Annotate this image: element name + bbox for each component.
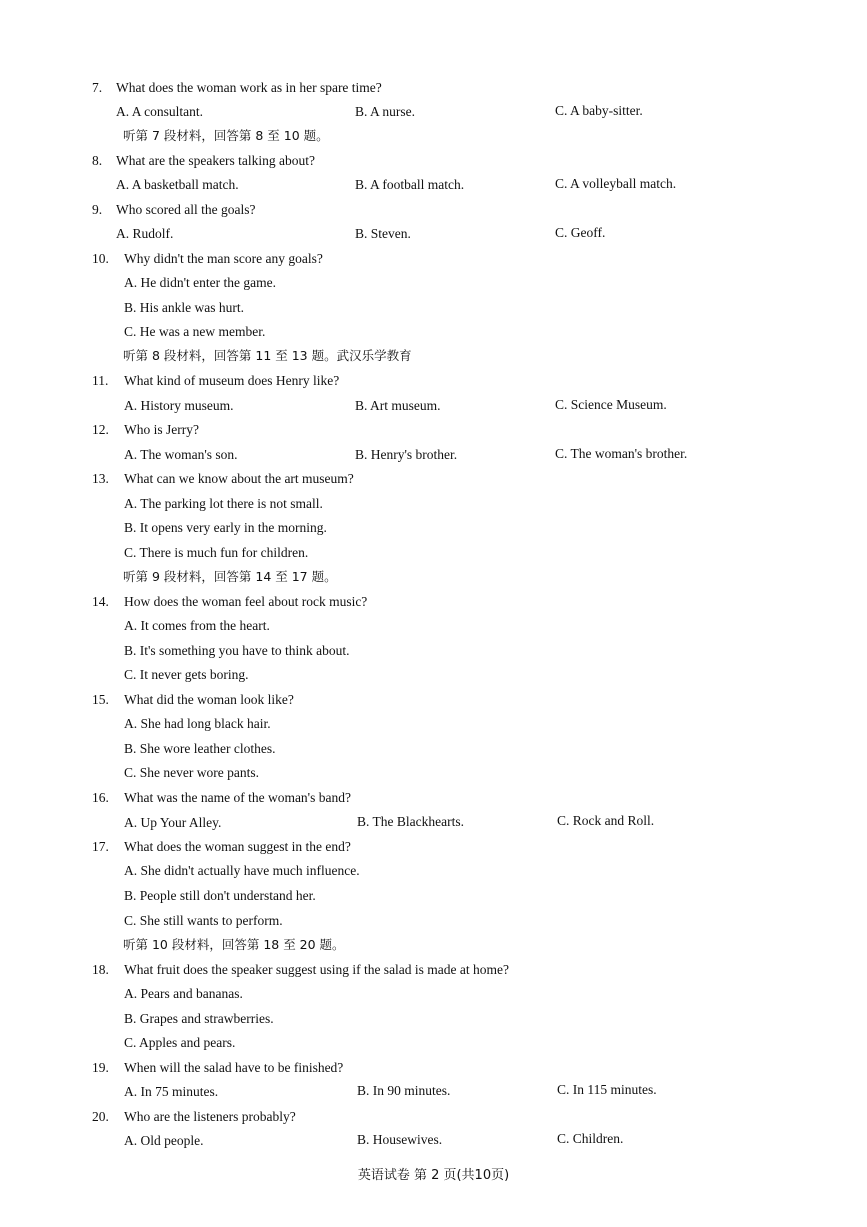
option-a: A. She didn't actually have much influence. [124,863,360,878]
section-instruction: 听第 8 段材料，回答第 11 至 13 题。武汉乐学教育 [123,348,412,363]
option-a: A. A consultant. [116,104,203,119]
option-c: C. There is much fun for children. [124,545,309,560]
option-c: C. In 115 minutes. [557,1082,657,1097]
question-number: 10. [92,251,109,266]
page-footer: 英语试卷 第 2 页(共10页) [357,1168,510,1183]
option-a: A. In 75 minutes. [124,1084,219,1099]
question-number: 7. [92,80,103,95]
question-number: 14. [92,594,109,609]
option-b: B. A nurse. [355,104,416,119]
question-stem: What are the speakers talking about? [116,153,316,168]
option-a: A. Up Your Alley. [124,815,222,830]
section-instruction: 听第 10 段材料，回答第 18 至 20 题。 [123,937,345,952]
question-number: 15. [92,692,109,707]
option-c: C. Science Museum. [555,397,667,412]
option-b: B. In 90 minutes. [357,1083,451,1098]
question-number: 12. [92,422,109,437]
option-a: A. He didn't enter the game. [124,275,277,290]
question-stem: What did the woman look like? [124,692,294,707]
option-c: C. He was a new member. [124,324,266,339]
option-b: B. Steven. [355,226,411,241]
question-number: 8. [92,153,103,168]
option-a: A. The parking lot there is not small. [124,496,323,511]
question-stem: Who is Jerry? [124,422,199,437]
option-a: A. The woman's son. [124,447,238,462]
option-c: C. A baby-sitter. [555,103,643,118]
option-c: C. Rock and Roll. [557,813,655,828]
option-b: B. Housewives. [357,1132,443,1147]
option-c: C. The woman's brother. [555,446,688,461]
option-b: B. A football match. [355,177,465,192]
question-number: 19. [92,1060,109,1075]
question-stem: What kind of museum does Henry like? [124,373,340,388]
option-c: C. Apples and pears. [124,1035,236,1050]
question-stem: What does the woman suggest in the end? [124,839,351,854]
option-c: C. It never gets boring. [124,667,249,682]
option-c: C. A volleyball match. [555,176,677,191]
option-c: C. Geoff. [555,225,606,240]
option-b: B. It opens very early in the morning. [124,520,327,535]
question-number: 11. [92,373,109,388]
question-stem: What was the name of the woman's band? [124,790,351,805]
option-a: A. Pears and bananas. [124,986,243,1001]
question-stem: Who scored all the goals? [116,202,256,217]
option-a: A. It comes from the heart. [124,618,270,633]
option-c: C. She never wore pants. [124,765,259,780]
option-b: B. Henry's brother. [355,447,458,462]
question-number: 9. [92,202,103,217]
question-number: 20. [92,1109,109,1124]
option-c: C. She still wants to perform. [124,913,283,928]
section-instruction: 听第 9 段材料，回答第 14 至 17 题。 [123,569,337,584]
option-a: A. History museum. [124,398,234,413]
question-stem: What fruit does the speaker suggest using if the salad is made at home? [124,962,510,977]
question-number: 17. [92,839,109,854]
section-instruction: 听第 7 段材料，回答第 8 至 10 题。 [123,128,329,143]
question-number: 16. [92,790,109,805]
option-b: B. His ankle was hurt. [124,300,244,315]
option-c: C. Children. [557,1131,624,1146]
question-stem: What does the woman work as in her spare time? [116,80,382,95]
option-b: B. People still don't understand her. [124,888,316,903]
option-b: B. The Blackhearts. [357,814,464,829]
option-b: B. Art museum. [355,398,441,413]
option-b: B. She wore leather clothes. [124,741,276,756]
question-number: 13. [92,471,109,486]
option-a: A. Rudolf. [116,226,174,241]
option-b: B. Grapes and strawberries. [124,1011,274,1026]
question-number: 18. [92,962,109,977]
question-stem: When will the salad have to be finished? [124,1060,344,1075]
option-a: A. Old people. [124,1133,204,1148]
question-stem: Why didn't the man score any goals? [124,251,323,266]
option-b: B. It's something you have to think about. [124,643,350,658]
question-stem: What can we know about the art museum? [124,471,354,486]
option-a: A. She had long black hair. [124,716,271,731]
option-a: A. A basketball match. [116,177,239,192]
question-stem: Who are the listeners probably? [124,1109,296,1124]
question-stem: How does the woman feel about rock music? [124,594,368,609]
